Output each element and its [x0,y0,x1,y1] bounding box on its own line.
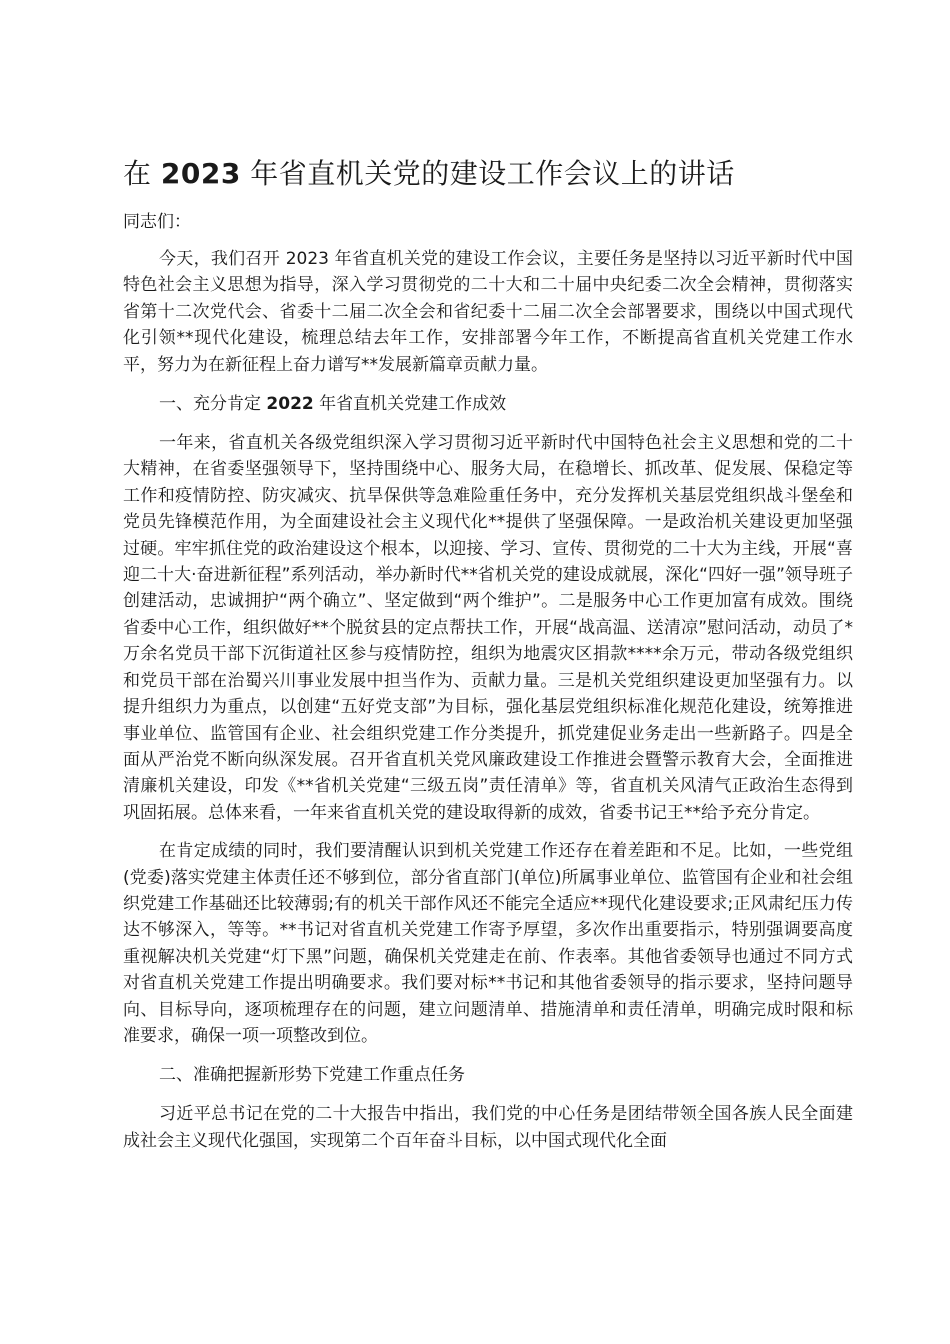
title-suffix: 年省直机关党的建设工作会议上的讲话 [240,157,735,190]
section-1-paragraph-2: 在肯定成绩的同时，我们要清醒认识到机关党建工作还存在着差距和不足。比如，一些党组(党委)落实党建主体责任还不够到位，部分省直部门(单位)所属事业单位、监管国有企业和社会组织党建工作基础还比较薄弱;有的机关干部作风还不能完全适应**现代化建设要求;正风肃纪压力传达不够深入，等等。**书记对省直机关党建工作寄予厚望，多次作出重要指示，特别强调要高度重视解决机关党建“灯下黑”问题，确保机关党建走在前、作表率。其他省委领导也通过不同方式对省直机关党建工作提出明确要求。我们要对标**书记和其他省委领导的指示要求，坚持问题导向、目标导向，逐项梳理存在的问题，建立问题清单、措施清单和责任清单，明确完成时限和标准要求，确保一项一项整改到位。 [123,841,853,1046]
section-1-suffix: 年省直机关党建工作成效 [313,394,507,415]
title-year: 2023 [160,157,241,190]
section-1-year: 2022 [266,394,314,415]
title-prefix: 在 [123,157,161,190]
section-1-heading [123,390,853,418]
document-page [123,150,853,1166]
section-2-paragraph-1: 习近平总书记在党的二十大报告中指出，我们党的中心任务是团结带领全国各族人民全面建成社会主义现代化强国，实现第二个百年奋斗目标，以中国式现代化全面 [123,1104,853,1151]
section-1-paragraph-1: 一年来，省直机关各级党组织深入学习贯彻习近平新时代中国特色社会主义思想和党的二十大精神，在省委坚强领导下，坚持围绕中心、服务大局，在稳增长、抓改革、促发展、保稳定等工作和疫情防控、防灾减灾、抗旱保供等急难险重任务中，充分发挥机关基层党组织战斗堡垒和党员先锋模范作用，为全面建设社会主义现代化**提供了坚强保障。一是政治机关建设更加坚强过硬。牢牢抓住党的政治建设这个根本，以迎接、学习、宣传、贯彻党的二十大为主线，开展“喜迎二十大·奋进新征程”系列活动，举办新时代**省机关党的建设成就展，深化“四好一强”领导班子创建活动，忠诚拥护“两个确立”、坚定做到“两个维护”。二是服务中心工作更加富有成效。围绕省委中心工作，组织做好**个脱贫县的定点帮扶工作，开展“战高温、送清凉”慰问活动，动员了*万余名党员干部下沉街道社区参与疫情防控，组织为地震灾区捐款****余万元，带动各级党组织和党员干部在治蜀兴川事业发展中担当作为、贡献力量。三是机关党组织建设更加坚强有力。以提升组织力为重点，以创建“五好党支部”为目标，强化基层党组织标准化规范化建设，统筹推进事业单位、监管国有企业、社会组织党建工作分类提升，抓党建促业务走出一些新路子。四是全面从严治党不断向纵深发展。召开省直机关党风廉政建设工作推进会暨警示教育大会，全面推进清廉机关建设，印发《**省机关党建“三级五岗”责任清单》等，省直机关风清气正政治生态得到巩固拓展。总体来看，一年来省直机关党的建设取得新的成效，省委书记王**给予充分肯定。 [123,433,853,823]
salutation: 同志们： [123,212,191,232]
intro-paragraph: 今天，我们召开 2023 年省直机关党的建设工作会议，主要任务是坚持以习近平新时代中国特色社会主义思想为指导，深入学习贯彻党的二十大和二十届中央纪委二次全会精神，贯彻落实省第十二次党代会、省委十二届二次全会和省纪委十二届二次全会部署要求，围绕以中国式现代化引领**现代化建设，梳理总结去年工作，安排部署今年工作，不断提高省直机关党建工作水平，努力为在新征程上奋力谱写**发展新篇章贡献力量。 [123,249,853,375]
document-title [123,150,853,198]
section-1-prefix: 一、充分肯定 [159,394,267,415]
section-2-heading: 二、准确把握新形势下党建工作重点任务 [159,1065,465,1086]
